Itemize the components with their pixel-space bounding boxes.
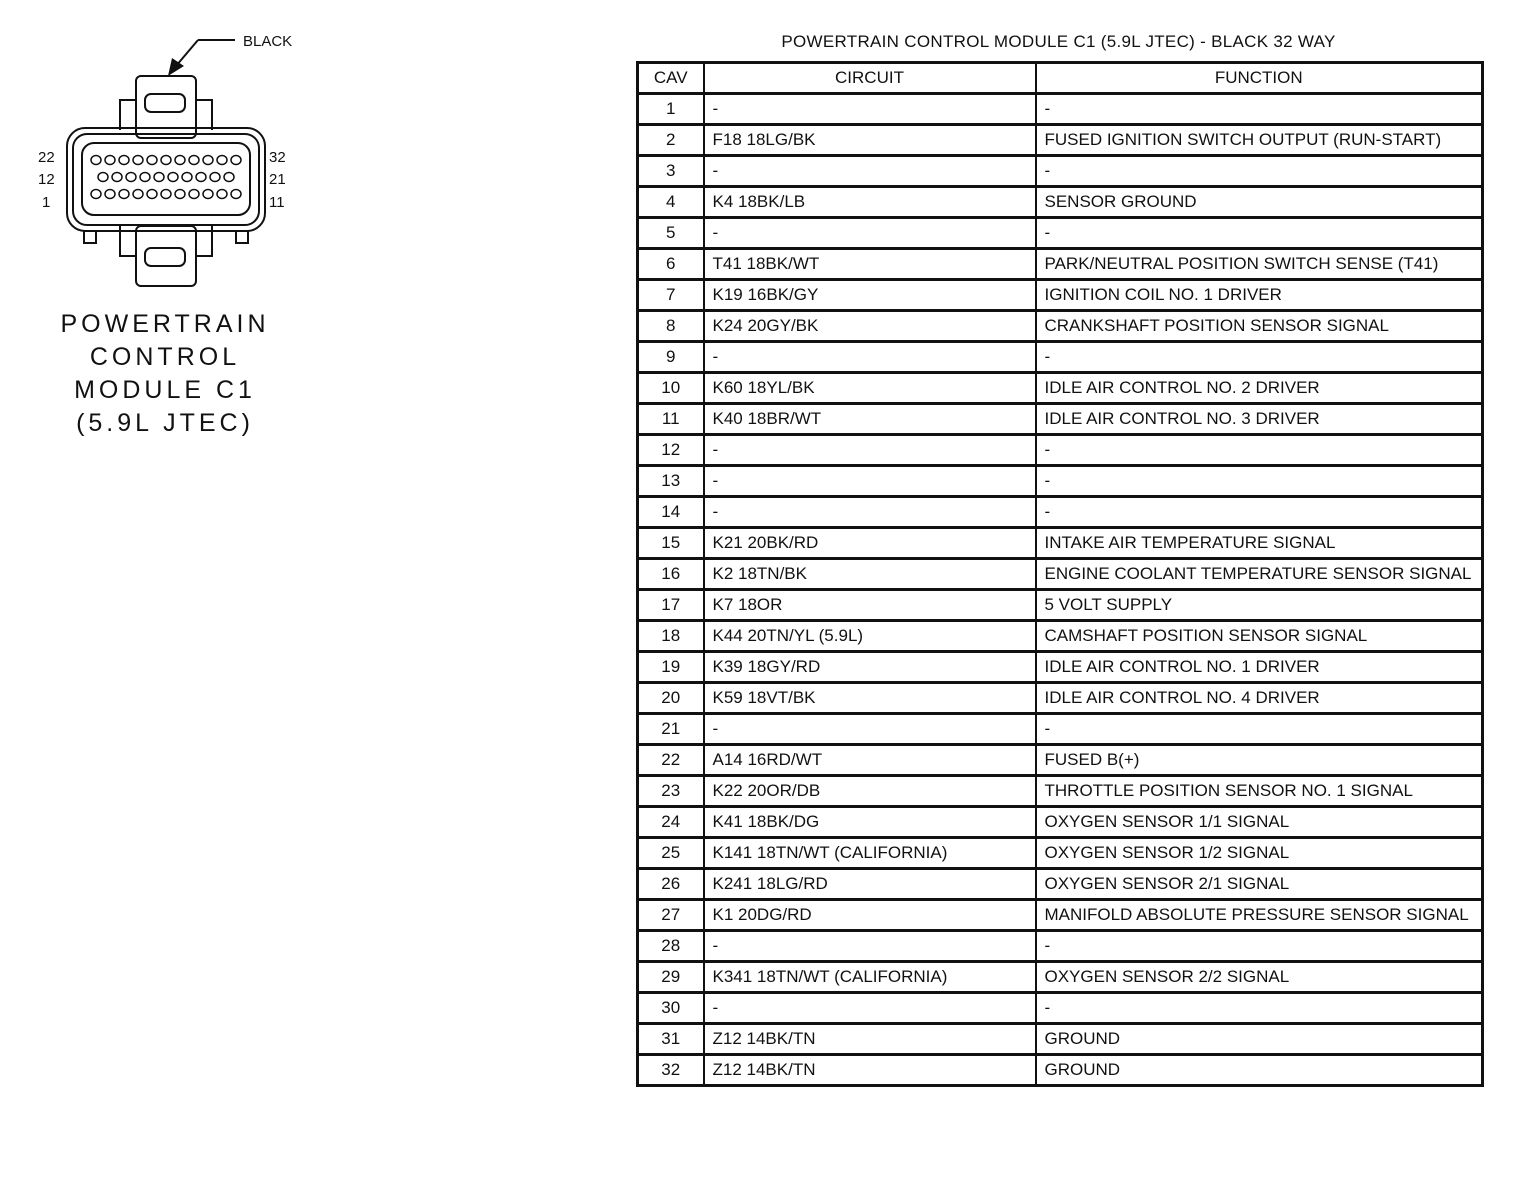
circuit-cell: Z12 14BK/TN (704, 1024, 1036, 1055)
pin-cavity (91, 190, 101, 199)
pin-label-right-top: 32 (269, 149, 286, 166)
function-cell: - (1036, 931, 1483, 962)
pin-cavity (203, 156, 213, 165)
circuit-cell: T41 18BK/WT (704, 249, 1036, 280)
cav-cell: 8 (638, 311, 704, 342)
table-row (638, 435, 1483, 466)
pin-cavity (217, 156, 227, 165)
function-cell: - (1036, 156, 1483, 187)
circuit-cell: - (704, 435, 1036, 466)
cav-cell: 30 (638, 993, 704, 1024)
cav-cell: 2 (638, 125, 704, 156)
pin-cavity (189, 190, 199, 199)
cav-cell: 19 (638, 652, 704, 683)
function-cell: - (1036, 342, 1483, 373)
function-cell: - (1036, 497, 1483, 528)
table-row (638, 249, 1483, 280)
pin-cavity (161, 190, 171, 199)
pin-cavity (203, 190, 213, 199)
pin-cavity (154, 173, 164, 182)
cav-cell: 29 (638, 962, 704, 993)
pin-grid (91, 156, 241, 199)
function-cell: MANIFOLD ABSOLUTE PRESSURE SENSOR SIGNAL (1036, 900, 1483, 931)
top-latch-right-guard (196, 100, 212, 130)
table-row (638, 745, 1483, 776)
pin-cavity (119, 156, 129, 165)
connector-name-line: CONTROL (89, 343, 241, 371)
pin-cavity (182, 173, 192, 182)
cav-cell: 5 (638, 218, 704, 249)
function-cell: CRANKSHAFT POSITION SENSOR SIGNAL (1036, 311, 1483, 342)
cav-cell: 3 (638, 156, 704, 187)
function-cell: - (1036, 435, 1483, 466)
function-cell: GROUND (1036, 1024, 1483, 1055)
table-row (638, 683, 1483, 714)
table-row (638, 714, 1483, 745)
left-tab (84, 231, 96, 243)
table-row (638, 869, 1483, 900)
circuit-cell: K59 18VT/BK (704, 683, 1036, 714)
circuit-cell: - (704, 466, 1036, 497)
cav-cell: 14 (638, 497, 704, 528)
black-callout-arrow (168, 40, 235, 76)
cav-cell: 31 (638, 1024, 704, 1055)
table-row (638, 373, 1483, 404)
table-row (638, 187, 1483, 218)
pin-cavity (98, 173, 108, 182)
pin-label-left-top: 22 (38, 149, 55, 166)
pin-cavity (119, 190, 129, 199)
cav-cell: 27 (638, 900, 704, 931)
circuit-cell: K2 18TN/BK (704, 559, 1036, 590)
circuit-cell: K41 18BK/DG (704, 807, 1036, 838)
pin-cavity (175, 190, 185, 199)
cav-cell: 4 (638, 187, 704, 218)
table-row (638, 900, 1483, 931)
pinout-table (636, 61, 1484, 1087)
table-row (638, 311, 1483, 342)
cav-cell: 13 (638, 466, 704, 497)
connector-name-line: MODULE C1 (74, 376, 256, 404)
cav-cell: 10 (638, 373, 704, 404)
header-function: FUNCTION (1036, 63, 1483, 94)
table-row (638, 280, 1483, 311)
function-cell: - (1036, 466, 1483, 497)
function-cell: PARK/NEUTRAL POSITION SWITCH SENSE (T41) (1036, 249, 1483, 280)
pin-label-left-middle: 12 (38, 171, 55, 188)
top-latch-slot (145, 94, 185, 112)
cav-cell: 20 (638, 683, 704, 714)
function-cell: IDLE AIR CONTROL NO. 2 DRIVER (1036, 373, 1483, 404)
table-row (638, 125, 1483, 156)
cav-cell: 12 (638, 435, 704, 466)
cav-cell: 26 (638, 869, 704, 900)
cav-cell: 18 (638, 621, 704, 652)
circuit-cell: K7 18OR (704, 590, 1036, 621)
pin-cavity (175, 156, 185, 165)
top-latch-left-guard (120, 100, 136, 130)
pin-cavity (112, 173, 122, 182)
pin-cavity (231, 156, 241, 165)
pin-cavity (147, 156, 157, 165)
table-row (638, 652, 1483, 683)
circuit-cell: K22 20OR/DB (704, 776, 1036, 807)
circuit-cell: K241 18LG/RD (704, 869, 1036, 900)
circuit-cell: - (704, 342, 1036, 373)
circuit-cell: K60 18YL/BK (704, 373, 1036, 404)
cav-cell: 6 (638, 249, 704, 280)
function-cell: - (1036, 218, 1483, 249)
function-cell: OXYGEN SENSOR 2/2 SIGNAL (1036, 962, 1483, 993)
table-row (638, 621, 1483, 652)
cav-cell: 24 (638, 807, 704, 838)
cav-cell: 23 (638, 776, 704, 807)
cav-cell: 11 (638, 404, 704, 435)
circuit-cell: K4 18BK/LB (704, 187, 1036, 218)
cav-cell: 15 (638, 528, 704, 559)
pin-cavity (196, 173, 206, 182)
connector-name-line: (5.9L JTEC) (76, 409, 254, 437)
table-row (638, 993, 1483, 1024)
circuit-cell: K21 20BK/RD (704, 528, 1036, 559)
table-row (638, 218, 1483, 249)
circuit-cell: Z12 14BK/TN (704, 1055, 1036, 1086)
header-cav: CAV (638, 63, 704, 94)
cav-cell: 28 (638, 931, 704, 962)
table-row (638, 497, 1483, 528)
table-row (638, 962, 1483, 993)
table-row (638, 466, 1483, 497)
cav-cell: 32 (638, 1055, 704, 1086)
table-row (638, 590, 1483, 621)
function-cell: - (1036, 993, 1483, 1024)
function-cell: IDLE AIR CONTROL NO. 1 DRIVER (1036, 652, 1483, 683)
function-cell: FUSED B(+) (1036, 745, 1483, 776)
function-cell: 5 VOLT SUPPLY (1036, 590, 1483, 621)
circuit-cell: A14 16RD/WT (704, 745, 1036, 776)
table-row (638, 807, 1483, 838)
table-row (638, 559, 1483, 590)
table-row (638, 931, 1483, 962)
cav-cell: 9 (638, 342, 704, 373)
table-row (638, 94, 1483, 125)
table-row (638, 156, 1483, 187)
function-cell: GROUND (1036, 1055, 1483, 1086)
table-row (638, 838, 1483, 869)
circuit-cell: - (704, 497, 1036, 528)
function-cell: ENGINE COOLANT TEMPERATURE SENSOR SIGNAL (1036, 559, 1483, 590)
table-row (638, 404, 1483, 435)
circuit-cell: - (704, 218, 1036, 249)
circuit-cell: F18 18LG/BK (704, 125, 1036, 156)
cav-cell: 17 (638, 590, 704, 621)
pin-label-right-bottom: 11 (269, 194, 285, 211)
table-row (638, 1055, 1483, 1086)
function-cell: - (1036, 714, 1483, 745)
circuit-cell: - (704, 714, 1036, 745)
bottom-latch-slot (145, 248, 185, 266)
connector-housing-inner (73, 134, 259, 225)
circuit-cell: K24 20GY/BK (704, 311, 1036, 342)
circuit-cell: K44 20TN/YL (5.9L) (704, 621, 1036, 652)
pin-label-left-bottom: 1 (42, 194, 51, 211)
pin-cavity (210, 173, 220, 182)
pin-cavity (161, 156, 171, 165)
pin-cavity (217, 190, 227, 199)
connector-name-line: POWERTRAIN (60, 310, 270, 338)
function-cell: SENSOR GROUND (1036, 187, 1483, 218)
circuit-cell: - (704, 156, 1036, 187)
circuit-cell: K40 18BR/WT (704, 404, 1036, 435)
cav-cell: 1 (638, 94, 704, 125)
circuit-cell: K19 16BK/GY (704, 280, 1036, 311)
function-cell: INTAKE AIR TEMPERATURE SIGNAL (1036, 528, 1483, 559)
table-row (638, 342, 1483, 373)
circuit-cell: - (704, 94, 1036, 125)
cav-cell: 21 (638, 714, 704, 745)
pin-cavity (91, 156, 101, 165)
table-header-row (638, 63, 1483, 94)
right-tab (236, 231, 248, 243)
pin-cavity (105, 156, 115, 165)
cav-cell: 7 (638, 280, 704, 311)
table-row (638, 1024, 1483, 1055)
cav-cell: 22 (638, 745, 704, 776)
pin-cavity (189, 156, 199, 165)
pin-label-right-middle: 21 (269, 171, 286, 188)
cav-cell: 25 (638, 838, 704, 869)
pin-cavity (224, 173, 234, 182)
table-row (638, 776, 1483, 807)
pin-cavity (140, 173, 150, 182)
circuit-cell: K341 18TN/WT (CALIFORNIA) (704, 962, 1036, 993)
pin-cavity (168, 173, 178, 182)
cav-cell: 16 (638, 559, 704, 590)
table-title: POWERTRAIN CONTROL MODULE C1 (5.9L JTEC) - BLACK 32 WAY (781, 32, 1336, 51)
circuit-cell: K39 18GY/RD (704, 652, 1036, 683)
pin-cavity (126, 173, 136, 182)
connector-name (40, 308, 290, 440)
circuit-cell: K141 18TN/WT (CALIFORNIA) (704, 838, 1036, 869)
circuit-cell: - (704, 931, 1036, 962)
connector-diagram (0, 0, 330, 300)
pin-cavity (133, 190, 143, 199)
function-cell: IGNITION COIL NO. 1 DRIVER (1036, 280, 1483, 311)
pin-cavity (105, 190, 115, 199)
function-cell: OXYGEN SENSOR 2/1 SIGNAL (1036, 869, 1483, 900)
table-row (638, 528, 1483, 559)
function-cell: IDLE AIR CONTROL NO. 3 DRIVER (1036, 404, 1483, 435)
color-callout-label: BLACK (243, 33, 293, 50)
pin-cavity (133, 156, 143, 165)
header-circuit: CIRCUIT (704, 63, 1036, 94)
function-cell: THROTTLE POSITION SENSOR NO. 1 SIGNAL (1036, 776, 1483, 807)
function-cell: OXYGEN SENSOR 1/1 SIGNAL (1036, 807, 1483, 838)
function-cell: FUSED IGNITION SWITCH OUTPUT (RUN-START) (1036, 125, 1483, 156)
pin-cavity (147, 190, 157, 199)
circuit-cell: - (704, 993, 1036, 1024)
circuit-cell: K1 20DG/RD (704, 900, 1036, 931)
function-cell: IDLE AIR CONTROL NO. 4 DRIVER (1036, 683, 1483, 714)
function-cell: CAMSHAFT POSITION SENSOR SIGNAL (1036, 621, 1483, 652)
function-cell: - (1036, 94, 1483, 125)
pin-cavity (231, 190, 241, 199)
function-cell: OXYGEN SENSOR 1/2 SIGNAL (1036, 838, 1483, 869)
